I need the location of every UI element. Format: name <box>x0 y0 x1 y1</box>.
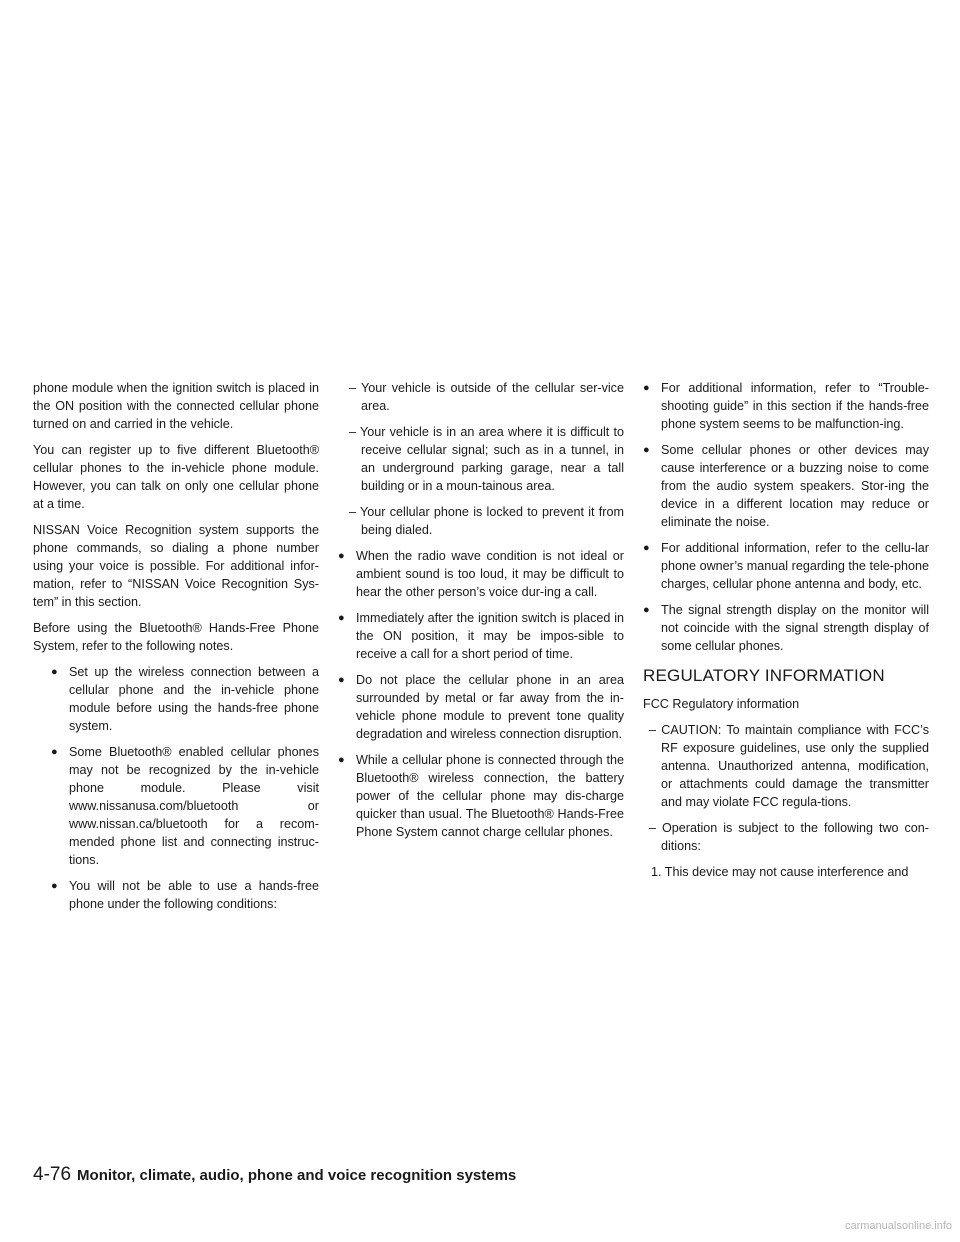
bullet-icon: ● <box>643 382 650 394</box>
bullet-text: When the radio wave condition is not ideal or ambient sound is too loud, it may be difficult to hear the other person’s voice dur-ing a call. <box>356 549 624 599</box>
section-title: Monitor, climate, audio, phone and voice recognition systems <box>77 1167 517 1184</box>
bullet-text: You will not be able to use a hands-free phone under the following conditions: <box>69 879 319 911</box>
bullet-item <box>51 877 319 913</box>
watermark: carmanualsonline.info <box>844 1220 952 1232</box>
bullet-item <box>643 441 929 531</box>
bullet-icon: ● <box>643 604 650 616</box>
bullet-item <box>51 663 319 735</box>
column-3 <box>643 379 929 881</box>
bullet-item <box>338 671 624 743</box>
paragraph: Before using the Bluetooth® Hands-Free Phone System, refer to the following notes. <box>33 621 319 653</box>
bullet-text: The signal strength display on the monitor will not coincide with the signal strength display of some cellular phones. <box>661 603 929 653</box>
bullet-text: While a cellular phone is connected through the Bluetooth® wireless connection, the battery power of the cellular phone may dis-charge quicker than usual. The Bluetooth® Hands-Free Phone System cannot charge cellular phones. <box>356 753 624 839</box>
bullet-text: For additional information, refer to “Trouble-shooting guide” in this section if the hands-free phone system seems to be malfunction-ing. <box>661 381 929 431</box>
bullet-item <box>338 547 624 601</box>
column-1 <box>33 379 319 921</box>
bullet-icon: ● <box>338 550 345 562</box>
bullet-item <box>51 743 319 869</box>
section-heading: REGULATORY INFORMATION <box>643 666 885 685</box>
bullet-text: Some cellular phones or other devices may cause interference or a buzzing noise to come from the audio system speakers. Stor-ing the device in a different location may reduce or eliminate the noise. <box>661 443 929 529</box>
bullet-text: Some Bluetooth® enabled cellular phones may not be recognized by the in-vehicle phone module. Please visit www.nissanusa.com/bluetooth or www.nissan.ca/bluetooth for a recom-mended phone list and connecting instruc-tions. <box>69 745 319 867</box>
bullet-text: Immediately after the ignition switch is placed in the ON position, it may be impos-sible to receive a call for a short period of time. <box>356 611 624 661</box>
page-number: 4-76 <box>33 1164 72 1185</box>
bullet-icon: ● <box>51 880 58 892</box>
bullet-item <box>643 379 929 433</box>
paragraph: You can register up to five different Bluetooth® cellular phones to the in-vehicle phone module. However, you can talk on only one cellular phone at a time. <box>33 443 319 511</box>
bullet-item <box>643 539 929 593</box>
dash-item: – Your vehicle is in an area where it is difficult to receive cellular signal; such as in a tunnel, in an underground parking garage, near a tall building or in a moun-tainous area. <box>349 425 624 493</box>
page-footer <box>33 1164 516 1186</box>
subheading: FCC Regulatory information <box>643 697 800 711</box>
paragraph: NISSAN Voice Recognition system supports the phone commands, so dialing a phone number using your voice is possible. For additional infor-mation, refer to “NISSAN Voice Recognition Sys-tem” in this section. <box>33 523 319 609</box>
bullet-icon: ● <box>338 754 345 766</box>
numbered-item: 1. This device may not cause interference and <box>651 865 909 879</box>
column-2 <box>338 379 624 849</box>
bullet-item <box>338 609 624 663</box>
bullet-item <box>643 601 929 655</box>
bullet-icon: ● <box>338 612 345 624</box>
dash-item: – Operation is subject to the following two con-ditions: <box>649 821 929 853</box>
paragraph: phone module when the ignition switch is placed in the ON position with the connected cellular phone turned on and carried in the vehicle. <box>33 381 319 431</box>
dash-item: – CAUTION: To maintain compliance with FCC’s RF exposure guidelines, use only the supplied antenna. Unauthorized antenna, modification, or attachments could damage the transmitter and may violate FCC regula-tions. <box>649 723 929 809</box>
bullet-text: For additional information, refer to the cellu-lar phone owner’s manual regarding the tele-phone charges, cellular phone antenna and body, etc. <box>661 541 929 591</box>
bullet-icon: ● <box>643 444 650 456</box>
bullet-item <box>338 751 624 841</box>
bullet-text: Do not place the cellular phone in an area surrounded by metal or far away from the in-vehicle phone module to prevent tone quality degradation and wireless connection disruption. <box>356 673 624 741</box>
bullet-icon: ● <box>51 666 58 678</box>
bullet-icon: ● <box>643 542 650 554</box>
bullet-icon: ● <box>338 674 345 686</box>
bullet-text: Set up the wireless connection between a cellular phone and the in-vehicle phone module before using the hands-free phone system. <box>69 665 319 733</box>
dash-item: – Your vehicle is outside of the cellular ser-vice area. <box>349 381 624 413</box>
bullet-icon: ● <box>51 746 58 758</box>
dash-item: – Your cellular phone is locked to prevent it from being dialed. <box>349 505 624 537</box>
